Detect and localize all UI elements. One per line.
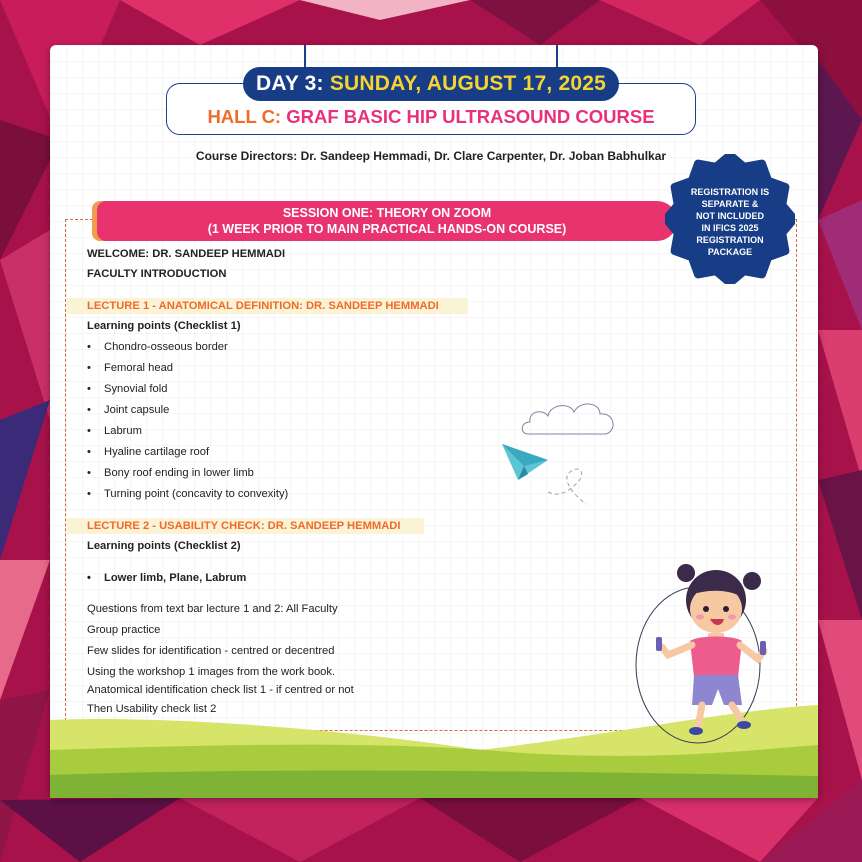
list-item-text: Labrum <box>104 425 142 437</box>
date-label: SUNDAY, AUGUST 17, 2025 <box>329 72 606 95</box>
hall-title <box>166 106 696 128</box>
note-line: Then Usability check list 2 <box>87 703 217 715</box>
list-item: • Hyaline cartilage roof <box>87 446 210 458</box>
lecture-2-title: LECTURE 2 - USABILITY CHECK: DR. SANDEEP HEMMADI <box>67 518 424 534</box>
note-line: Questions from text bar lecture 1 and 2: All Faculty <box>87 603 338 615</box>
list-item: • Femoral head <box>87 362 174 374</box>
girl-jumping-rope-illustration <box>628 555 768 745</box>
list-item: • Synovial fold <box>87 383 168 395</box>
note-line: Few slides for identification - centred or decentred <box>87 645 335 657</box>
list-item-text: Bony roof ending in lower limb <box>104 467 254 479</box>
badge-line: SEPARATE & <box>701 199 759 209</box>
list-item: • Bony roof ending in lower limb <box>87 467 254 479</box>
badge-line: IN IFICS 2025 <box>701 223 759 233</box>
badge-line: REGISTRATION IS <box>690 187 770 197</box>
cloud-icon <box>520 396 620 442</box>
hall-prefix: HALL C: <box>207 106 282 127</box>
badge-line: REGISTRATION <box>696 235 764 245</box>
lecture-1-subtitle: Learning points (Checklist 1) <box>87 320 241 332</box>
list-item-text: Lower limb, Plane, Labrum <box>104 572 247 584</box>
session-banner <box>97 201 677 241</box>
hanger-right <box>556 45 558 69</box>
day-date-pill <box>243 67 619 101</box>
session-subtitle: (1 WEEK PRIOR TO MAIN PRACTICAL HANDS-ON COURSE) <box>207 222 567 236</box>
list-item: • Turning point (concavity to convexity) <box>87 488 289 500</box>
lecture-2-subtitle: Learning points (Checklist 2) <box>87 540 241 552</box>
paper-plane-icon <box>500 442 595 517</box>
list-item-text: Hyaline cartilage roof <box>104 446 210 458</box>
note-line: Group practice <box>87 624 161 636</box>
lecture-1-title: LECTURE 1 - ANATOMICAL DEFINITION: DR. SANDEEP HEMMADI <box>67 298 468 314</box>
day-label: DAY 3: <box>256 72 324 95</box>
welcome-line: WELCOME: DR. SANDEEP HEMMADI <box>87 248 286 260</box>
badge-line: PACKAGE <box>707 247 753 257</box>
list-item: • Labrum <box>87 425 142 437</box>
list-item-text: Chondro-osseous border <box>104 341 228 353</box>
list-item: • Joint capsule <box>87 404 170 416</box>
registration-badge-text <box>665 186 795 258</box>
badge-line: NOT INCLUDED <box>696 211 764 221</box>
session-title: SESSION ONE: THEORY ON ZOOM <box>282 206 492 220</box>
list-item: • Lower limb, Plane, Labrum <box>87 572 247 584</box>
note-line: Using the workshop 1 images from the work book. <box>87 666 336 678</box>
note-line: Anatomical identification check list 1 - if centred or not <box>87 684 354 696</box>
faculty-intro-line: FACULTY INTRODUCTION <box>87 268 227 280</box>
list-item-text: Femoral head <box>104 362 174 374</box>
course-title: GRAF BASIC HIP ULTRASOUND COURSE <box>286 106 655 127</box>
hanger-left <box>304 45 306 69</box>
list-item-text: Synovial fold <box>104 383 168 395</box>
list-item-text: Turning point (concavity to convexity) <box>104 488 289 500</box>
list-item-text: Joint capsule <box>104 404 170 416</box>
course-directors: Course Directors: Dr. Sandeep Hemmadi, Dr. Clare Carpenter, Dr. Joban Babhulkar <box>195 149 667 163</box>
list-item: • Chondro-osseous border <box>87 341 228 353</box>
